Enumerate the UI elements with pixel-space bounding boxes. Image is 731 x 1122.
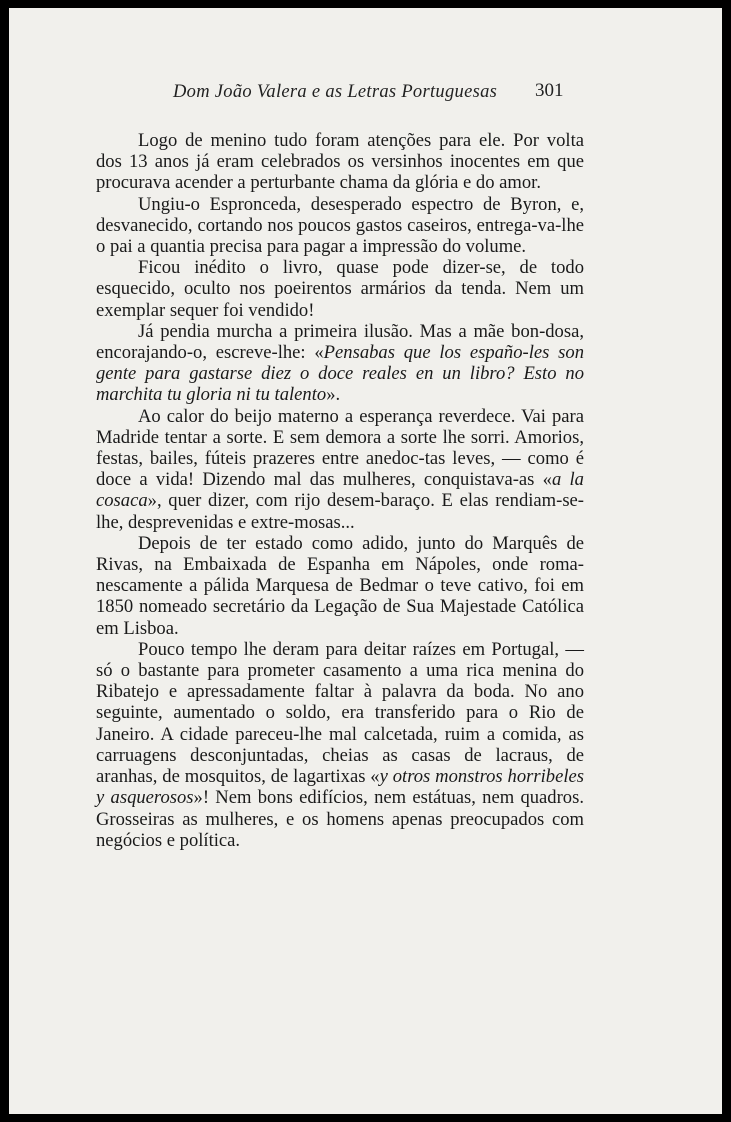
spanish-phrase: y otros monstros horribeles y asquerosos [96, 766, 584, 809]
paragraph: Ficou inédito o livro, quase pode dizer-se, de todo esquecido, oculto nos poeirentos armários da tenda. Nem um exemplar sequer foi vendido! [96, 257, 584, 321]
body-text [96, 130, 584, 851]
paragraph: Depois de ter estado como adido, junto do Marquês de Rivas, na Embaixada de Espanha em Nápoles, onde roma-nescamente a pálida Marquesa de Bedmar o teve cativo, foi em 1850 nomeado secretário da Legação de Sua Majestade Católica em Lisboa. [96, 532, 584, 639]
paragraph: Ao calor do beijo materno a esperança reverdece. Vai para Madride tentar a sorte. E sem demora a sorte lhe sorri. Amorios, festas, bailes, fúteis prazeres entre anedoc-tas leves, — como é doce a vida! Dizendo mal das mulheres, conquistava-as «a la cosaca», quer dizer, com rijo desem-baraço. E elas rendiam-se-lhe, desprevenidas e extre-mosas... [96, 405, 584, 533]
paragraph: Pouco tempo lhe deram para deitar raízes em Portugal, — só o bastante para prometer casamento a uma rica menina do Ribatejo e apressadamente faltar à palavra da boda. No ano seguinte, aumentado o soldo, era transferido para o Rio de Janeiro. A cidade pareceu-lhe mal calcetada, ruim a comida, as carruagens desconjuntadas, cheias as casas de lacraus, de aranhas, de mosquitos, de lagartixas «y otros monstros horribeles y asquerosos»! Nem bons edifícios, nem estátuas, nem quadros. Grosseiras as mulheres, e os homens apenas preocupados com negócios e política. [96, 638, 584, 851]
spanish-quote: Pensabas que los españo-les son gente para gastarse diez o doce reales en un libro? Esto no marchita tu gloria ni tu talento [96, 342, 584, 406]
page-number: 301 [535, 80, 564, 101]
paragraph: Logo de menino tudo foram atenções para ele. Por volta dos 13 anos já eram celebrados os versinhos inocentes em que procurava acender a perturbante chama da glória e do amor. [96, 130, 584, 194]
paragraph: Ungiu-o Espronceda, desesperado espectro de Byron, e, desvanecido, cortando nos poucos gastos caseiros, entrega-va-lhe o pai a quantia precisa para pagar a impressão do volume. [96, 193, 584, 258]
page-header [9, 78, 722, 110]
book-page [9, 8, 722, 1114]
spanish-phrase: a la cosaca [96, 469, 584, 512]
paragraph: Já pendia murcha a primeira ilusão. Mas a mãe bon-dosa, encorajando-o, escreve-lhe: «Pensabas que los españo-les son gente para gastarse diez o doce reales en un libro? Esto no marchita tu gloria ni tu talento». [96, 320, 584, 406]
running-head: Dom João Valera e as Letras Portuguesas [173, 82, 498, 102]
